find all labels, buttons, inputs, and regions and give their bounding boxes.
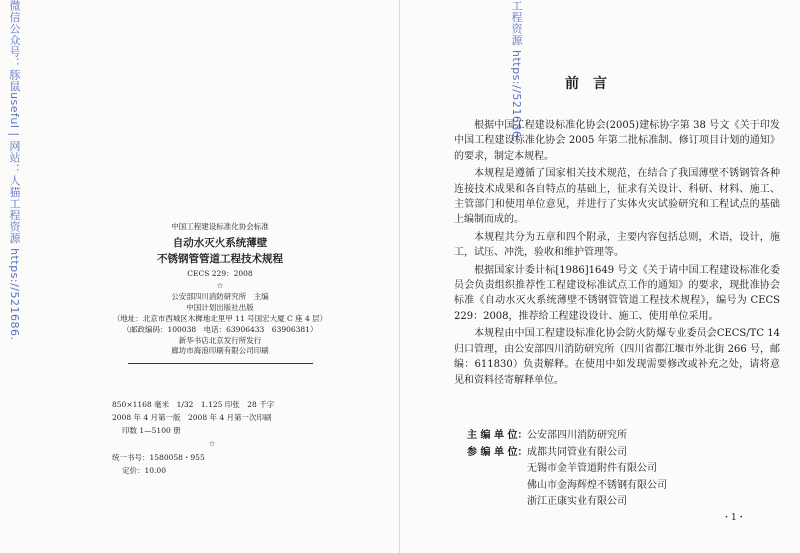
standard-series: 中国工程建设标准化协会标准 — [171, 222, 269, 231]
watermark-right: 工程资源 https://521686. — [510, 0, 523, 143]
book-title-line1: 自动水灭火系统薄壁 — [172, 236, 268, 249]
edition-info: 2008 年 4 月第一版 2008 年 4 月第一次印刷 — [112, 413, 272, 423]
chief-unit-value: 公安部四川消防研究所 — [527, 430, 627, 441]
format-info: 850×1168 毫米 1/32 1.125 印张 28 千字 — [112, 400, 275, 409]
isbn: 统一书号：1580058・955 — [112, 452, 205, 462]
participant-unit-row — [467, 445, 667, 462]
preface-paragraph: 本规程是遵循了国家相关技术规范，在结合了我国薄壁不锈钢管各种连接技术成果和各自特点的基础上，征求有关设计、科研、材料、施工、主管部门和使用单位意见，并进行了实体火灾试验研究和工程试点的基础上编制而成的。 — [454, 168, 780, 226]
chief-editor: 公安部四川消防研究所 主编 — [171, 292, 269, 302]
publisher-contact: （邮政编码：100038 电话：63906433 63906381） — [122, 324, 318, 334]
page-number: ・1・ — [722, 513, 746, 523]
preface-paragraph: 本规程共分为五章和四个附录，主要内容包括总则，术语，设计，施工，试压、冲洗，验收和维护管理等。 — [454, 231, 780, 259]
participant-unit: 浙江正康实业有限公司 — [527, 496, 627, 507]
chief-unit-label: 主 编 单 位： — [467, 430, 528, 441]
distributor: 新华书店北京发行所发行 — [178, 335, 262, 345]
preface-paragraph: 本规程由中国工程建设标准化协会防火防爆专业委员会CECS/TC 14 归口管理，由公安部四川消防研究所（四川省都江堰市外北街 266 号，邮编：611830）负责解释。在使用中如发现需要修改或补充之处，请将意见和资料径寄解释单位。 — [454, 328, 780, 386]
preface-paragraph: 根据国家计委计标[1986]1649 号文《关于请中国工程建设标准化委员会负责组织推荐性工程建设标准试点工作的通知》的要求，现批准协会标准《自动水灭火系统薄壁不锈钢管管道工程技术规程》，编号为 CECS 229：2008，推荐给工程建设设计、施工、使用单位采用。 — [454, 264, 780, 322]
preface-paragraph: 根据中国工程建设标准化协会(2005)建标协字第 38 号文《关于印发中国工程建设标准化协会 2005 年第二批标准制、修订项目计划的通知》的要求，制定本规程。 — [454, 120, 780, 162]
participant-unit: 佛山市金海辉煌不锈钢有限公司 — [527, 479, 667, 491]
watermark-left: 微信公众号：豚鼠useful | 网站：人猫工程资源 https://521686. — [8, 0, 21, 341]
star-ornament: ☆ — [216, 281, 224, 291]
publisher: 中国计划出版社出版 — [186, 302, 254, 312]
colophon-block — [110, 222, 330, 370]
star-ornament: ☆ — [208, 439, 216, 449]
imprint-block — [112, 398, 312, 477]
preface-body — [454, 118, 780, 390]
divider — [128, 363, 313, 364]
chief-unit-row — [467, 428, 667, 445]
participant-unit: 成都共同管业有限公司 — [527, 446, 627, 458]
standard-code: CECS 229：2008 — [187, 269, 253, 279]
preface-title: 前言 — [565, 76, 621, 92]
print-run: 印数 1—5100 册 — [122, 426, 181, 436]
printer: 廊坊市海浪印刷有限公司印刷 — [171, 346, 269, 356]
price: 定价：10.00 — [122, 465, 166, 475]
publisher-address: （地址：北京市西城区木樨地北里甲 11 号国宏大厦 C 座 4 层） — [112, 313, 328, 323]
participant-unit-label: 参 编 单 位： — [467, 446, 528, 458]
compiling-units — [467, 428, 667, 511]
participant-unit: 无锡市金羊管道附件有限公司 — [527, 463, 657, 474]
book-title-line2: 不锈钢管管道工程技术规程 — [157, 253, 283, 266]
